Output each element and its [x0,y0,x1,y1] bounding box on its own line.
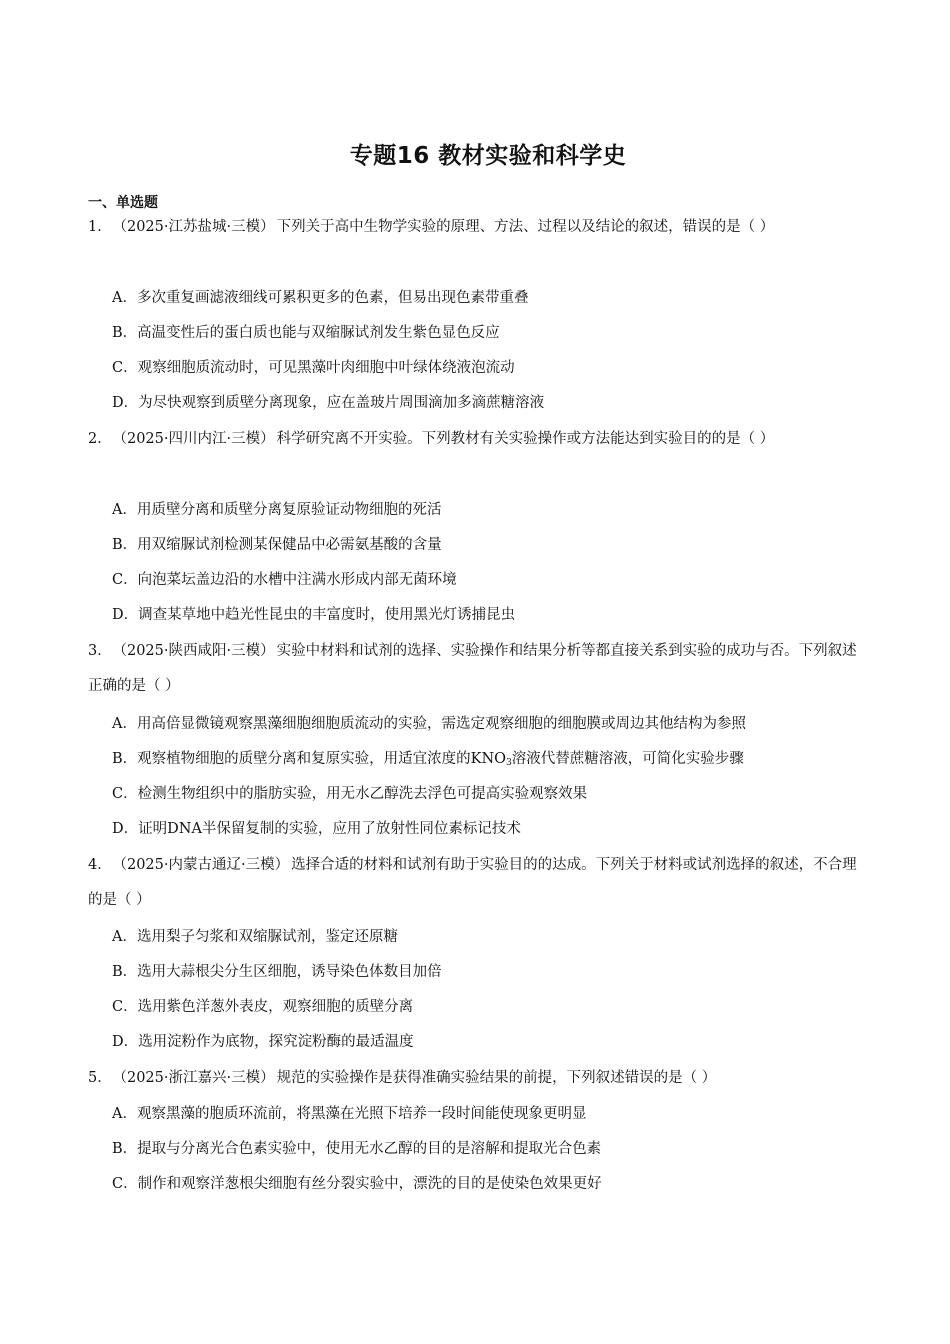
question-2-stem [88,422,864,457]
question-3-option-d: D．证明DNA半保留复制的实验，应用了放射性同位素标记技术 [112,821,521,837]
question-number: 1． [88,219,112,235]
question-5-option-c: C．制作和观察洋葱根尖细胞有丝分裂实验中，漂洗的目的是使染色效果更好 [112,1176,602,1192]
question-text: 下列关于高中生物学实验的原理、方法、过程以及结论的叙述，错误的是（ ） [276,219,775,235]
question-text: 规范的实验操作是获得准确实验结果的前提，下列叙述错误的是（ ） [276,1070,717,1086]
question-4-option-a: A．选用梨子匀浆和双缩脲试剂，鉴定还原糖 [112,929,398,945]
question-number: 3． [88,643,112,659]
question-2-option-d: D．调查某草地中趋光性昆虫的丰富度时，使用黑光灯诱捕昆虫 [112,607,516,623]
question-number: 4． [88,857,112,873]
question-3-stem [88,634,864,704]
question-4-option-c: C．选用紫色洋葱外表皮，观察细胞的质壁分离 [112,999,414,1015]
question-3-option-b: B．观察植物细胞的质壁分离和复原实验，用适宜浓度的$KNO_3$溶液代替蔗糖溶液，可简化实验步骤 [112,751,744,768]
question-1-option-d: D．为尽快观察到质壁分离现象，应在盖玻片周围滴加多滴蔗糖溶液 [112,395,545,411]
question-text: 实验中材料和试剂的选择、实验操作和结果分析等都直接关系到实验的成功与否。下列叙述正确的是（ ） [88,643,857,694]
question-4-stem [88,848,864,918]
question-text: 科学研究离不开实验。下列教材有关实验操作或方法能达到实验目的的是（ ） [276,431,775,447]
question-4-option-d: D．选用淀粉作为底物，探究淀粉酶的最适温度 [112,1034,414,1050]
question-3-option-a: A．用高倍显微镜观察黑藻细胞细胞质流动的实验，需选定观察细胞的细胞膜或周边其他结构为参照 [112,716,746,732]
question-5-option-b: B．提取与分离光合色素实验中，使用无水乙醇的目的是溶解和提取光合色素 [112,1141,602,1157]
question-5-stem [88,1061,864,1096]
question-2-option-a: A．用质壁分离和质壁分离复原验证动物细胞的死活 [112,502,442,518]
question-source: （2025·内蒙古通辽·三模） [119,857,290,873]
question-1-stem [88,210,864,245]
question-2-option-c: C．向泡菜坛盖边沿的水槽中注满水形成内部无菌环境 [112,572,457,588]
question-4-option-b: B．选用大蒜根尖分生区细胞，诱导染色体数目加倍 [112,964,442,980]
page-title: 专题16 教材实验和科学史 [349,143,627,169]
question-source: （2025·江苏盐城·三模） [119,219,275,235]
question-number: 5． [88,1070,112,1086]
question-1-option-c: C．观察细胞质流动时，可见黑藻叶肉细胞中叶绿体绕液泡流动 [112,360,515,376]
question-5-option-a: A．观察黑藻的胞质环流前，将黑藻在光照下培养一段时间能使现象更明显 [112,1106,587,1122]
question-3-option-c: C．检测生物组织中的脂肪实验，用无水乙醇洗去浮色可提高实验观察效果 [112,786,588,802]
question-2-option-b: B．用双缩脲试剂检测某保健品中必需氨基酸的含量 [112,537,442,553]
question-number: 2． [88,431,112,447]
question-source: （2025·四川内江·三模） [119,431,275,447]
section-heading: 一、单选题 [88,195,158,211]
question-1-option-b: B．高温变性后的蛋白质也能与双缩脲试剂发生紫色显色反应 [112,325,500,341]
question-source: （2025·浙江嘉兴·三模） [119,1070,275,1086]
question-1-option-a: A．多次重复画滤液细线可累积更多的色素，但易出现色素带重叠 [112,290,529,306]
question-source: （2025·陕西咸阳·三模） [119,643,275,659]
question-text: 选择合适的材料和试剂有助于实验目的的达成。下列关于材料或试剂选择的叙述，不合理的是（ ） [88,857,857,908]
